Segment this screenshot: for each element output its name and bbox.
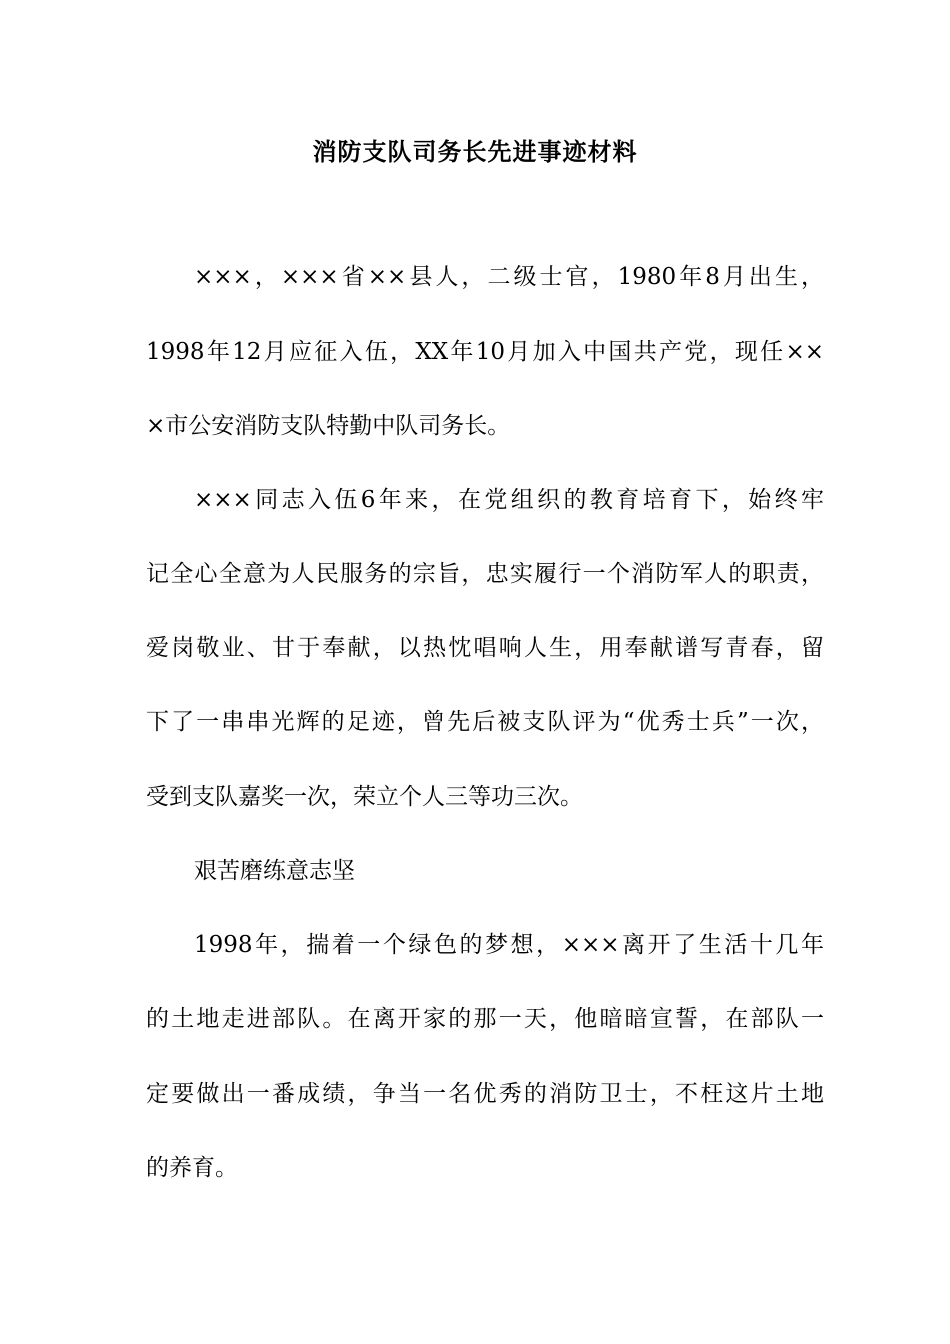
text-line: 爱岗敬业、甘于奉献，以热忱唱响人生，用奉献谱写青春，留: [146, 635, 824, 661]
text-line: 的养育。: [146, 1155, 238, 1181]
text-line: 受到支队嘉奖一次，荣立个人三等功三次。: [146, 784, 583, 810]
text-line: 1998年，揣着一个绿色的梦想，×××离开了生活十几年: [194, 932, 824, 958]
text-line: ×××同志入伍6年来，在党组织的教育培育下，始终牢: [194, 487, 824, 513]
text-line: 定要做出一番成绩，争当一名优秀的消防卫士，不枉这片土地: [146, 1081, 824, 1107]
text-line: 下了一串串光辉的足迹，曾先后被支队评为“优秀士兵”一次，: [146, 709, 824, 735]
text-line: ×市公安消防支队特勤中队司务长。: [146, 413, 511, 439]
text-line: 1998年12月应征入伍，XX年10月加入中国共产党，现任××: [146, 339, 824, 365]
document-title: 消防支队司务长先进事迹材料: [312, 137, 638, 166]
text-line: 记全心全意为人民服务的宗旨，忠实履行一个消防军人的职责，: [146, 561, 824, 587]
section-heading: 艰苦磨练意志坚: [194, 858, 355, 884]
text-line: 的土地走进部队。在离开家的那一天，他暗暗宣誓，在部队一: [146, 1006, 824, 1032]
text-line: ×××，×××省××县人，二级士官，1980年8月出生，: [194, 264, 824, 290]
